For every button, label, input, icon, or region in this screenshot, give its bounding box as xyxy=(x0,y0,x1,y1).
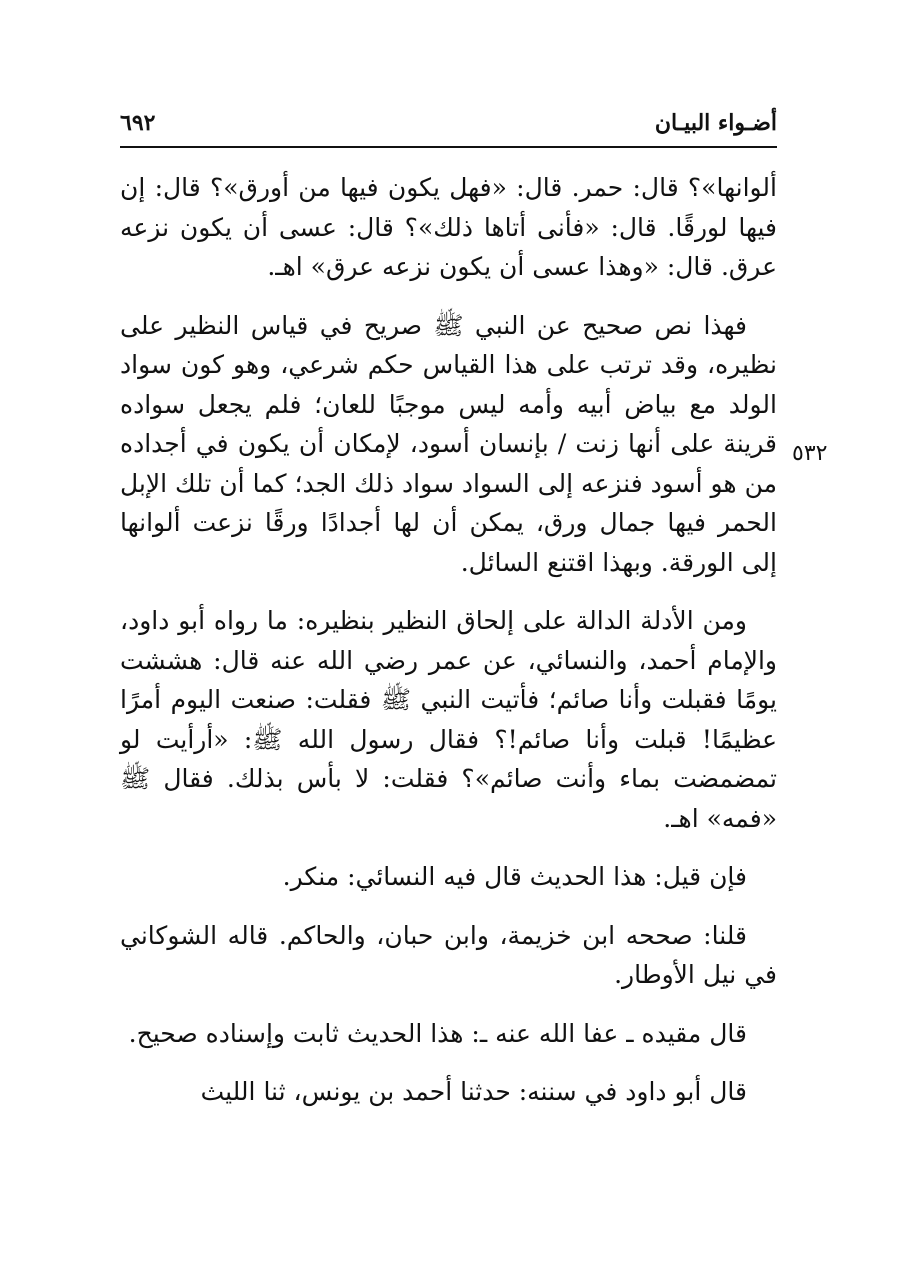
paragraph-objection: فإن قيل: هذا الحديث قال فيه النسائي: منكر. xyxy=(282,862,747,891)
page-number: ٦٩٢ xyxy=(120,110,156,136)
paragraph-continuation: ألوانها»؟ قال: حمر. قال: «فهل يكون فيها من أورق»؟ قال: إن فيها لورقًا. قال: «فأنى أتاها ذلك»؟ قال: عسى أن يكون نزعه عرق. قال: «وهذا عسى أن يكون نزعه عرق» اهـ. xyxy=(120,173,777,281)
paragraph-author-note: قال مقيده ـ عفا الله عنه ـ: هذا الحديث ثابت وإسناده صحيح. xyxy=(128,1018,747,1048)
paragraph-analogy: فهذا نص صحيح عن النبي ﷺ صريح في قياس النظير على نظيره، وقد ترتب على هذا القياس حكم شرعي، وهو كون سواد الولد مع بياض أبيه وأمه ليس موجبًا للعان؛ فلم يجعل سواده قرينة على أنها زنت / بإنسان أسود، لإمكان أن يكون في أجداده من هو أسود فنزعه إلى السواد سواد ذلك الجد؛ كما أن تلك الإبل الحمر فيها جمال ورق، يمكن أن لها أجدادًا ورقًا نزعت ألوانها إلى الورقة. وبهذا اقتنع السائل. xyxy=(120,310,777,577)
body-text xyxy=(120,168,777,1131)
paragraph-evidence: ومن الأدلة الدالة على إلحاق النظير بنظيره: ما رواه أبو داود، والإمام أحمد، والنسائي، عن عمر رضي الله عنه قال: هششت يومًا فقبلت وأنا صائم؛ فأتيت النبي ﷺ فقلت: صنعت اليوم أمرًا عظيمًا! قبلت وأنا صائم!؟ فقال رسول الله ﷺ: «أرأيت لو تمضمضت بماء وأنت صائم»؟ فقلت: لا بأس بذلك. فقال ﷺ «فمه» اهـ. xyxy=(120,606,778,833)
header-divider xyxy=(120,146,777,148)
book-title: أضـواء البيـان xyxy=(654,110,777,136)
margin-page-reference: ٥٣٢ xyxy=(792,441,828,466)
paragraph-reply: قلنا: صححه ابن خزيمة، وابن حبان، والحاكم. قاله الشوكاني في نيل الأوطار. xyxy=(120,920,777,989)
page-header xyxy=(120,110,777,146)
paragraph-narration: قال أبو داود في سننه: حدثنا أحمد بن يونس، ثنا الليث xyxy=(200,1077,747,1106)
